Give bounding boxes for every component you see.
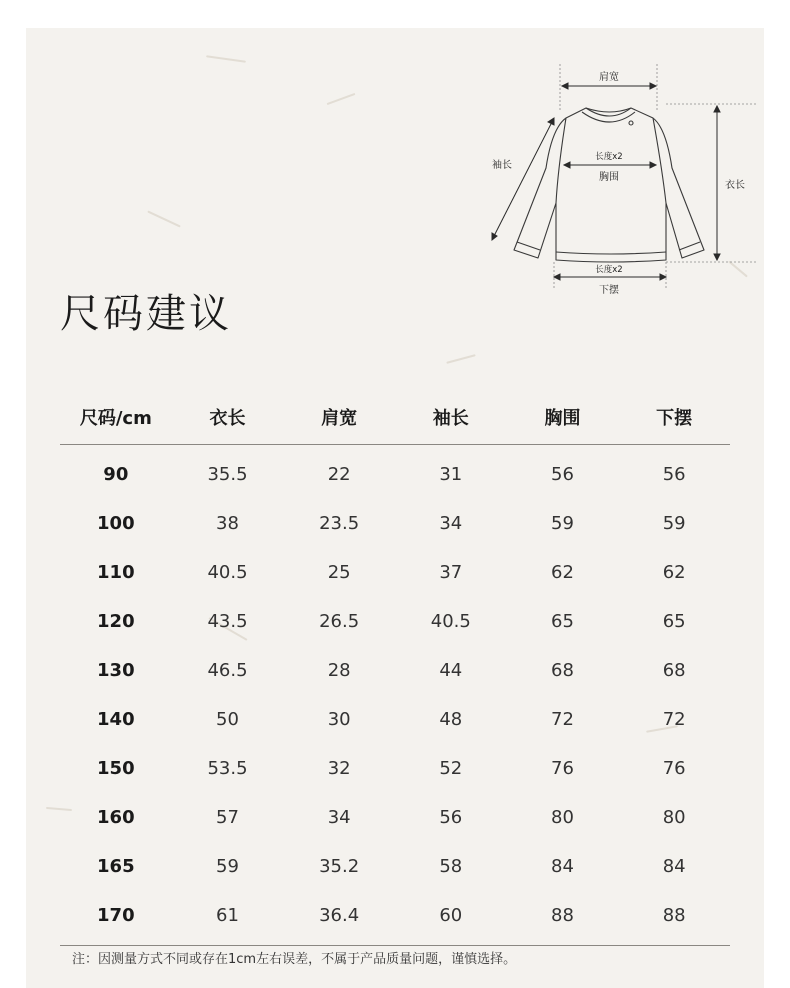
cell-shoulder: 36.4 [319,905,360,926]
cell-shoulder: 26.5 [319,611,360,632]
chest-label: 胸围 [599,172,619,183]
cell-sleeve: 56 [439,807,463,828]
cell-hem: 72 [662,709,686,730]
size-chart-sheet [26,28,764,988]
table-row [60,891,730,946]
cell-chest: 59 [551,513,574,534]
cell-sleeve: 37 [439,562,463,583]
cell-shoulder: 25 [327,562,351,583]
cell-length: 38 [216,513,239,534]
cell-sleeve: 58 [439,856,463,877]
hem-label: 下摆 [599,285,619,296]
shoulder-label: 肩宽 [599,72,619,83]
cell-sleeve: 34 [439,513,463,534]
cell-hem: 88 [662,905,686,926]
cell-sleeve: 31 [439,464,463,485]
cell-hem: 76 [662,758,686,779]
cell-length: 35.5 [207,464,248,485]
cell-sleeve: 48 [439,709,463,730]
cell-sleeve: 52 [439,758,463,779]
cell-length: 61 [216,905,239,926]
paper-fiber [446,354,475,364]
table-row [60,445,730,500]
cell-size: 170 [97,905,135,926]
table-row [60,646,730,695]
cell-chest: 72 [551,709,574,730]
cell-sleeve: 60 [439,905,463,926]
cell-sleeve: 40.5 [430,611,471,632]
table-header-row [60,390,730,445]
cell-size: 165 [97,856,135,877]
cell-size: 150 [97,758,135,779]
cell-chest: 76 [551,758,574,779]
cell-chest: 65 [551,611,574,632]
cell-shoulder: 35.2 [319,856,360,877]
header-shoulder: 肩宽 [283,390,395,445]
cell-length: 50 [216,709,239,730]
header-hem: 下摆 [618,390,730,445]
cell-hem: 56 [662,464,686,485]
table-row [60,842,730,891]
table-row [60,548,730,597]
header-sleeve: 袖长 [395,390,507,445]
cell-size: 130 [97,660,135,681]
cell-shoulder: 30 [327,709,351,730]
cell-hem: 80 [662,807,686,828]
cell-size: 110 [97,562,135,583]
cell-hem: 59 [662,513,686,534]
table-row [60,499,730,548]
cell-shoulder: 28 [327,660,351,681]
cell-sleeve: 44 [439,660,463,681]
cell-chest: 62 [551,562,574,583]
cell-size: 160 [97,807,135,828]
cell-size: 140 [97,709,135,730]
tshirt-outline-icon [514,108,704,262]
measurement-note: 注：因测量方式不同或存在1cm左右误差，不属于产品质量问题，谨慎选择。 [72,952,517,967]
hem-multiplier-label: 长度x2 [595,265,623,275]
cell-chest: 84 [551,856,574,877]
garment-measurement-diagram [26,28,764,308]
table-row [60,695,730,744]
cell-shoulder: 32 [327,758,351,779]
cell-hem: 68 [662,660,686,681]
cell-chest: 88 [551,905,574,926]
page-title: 尺码建议 [60,291,232,337]
header-size: 尺码/cm [60,390,172,445]
chest-multiplier-label: 长度x2 [595,152,623,162]
cell-length: 40.5 [207,562,248,583]
cell-shoulder: 23.5 [319,513,360,534]
cell-length: 59 [216,856,239,877]
cell-chest: 68 [551,660,574,681]
cell-shoulder: 34 [327,807,351,828]
sleeve-label: 袖长 [492,160,512,171]
cell-length: 46.5 [207,660,248,681]
cell-chest: 80 [551,807,574,828]
cell-chest: 56 [551,464,574,485]
cell-hem: 62 [662,562,686,583]
cell-size: 120 [97,611,135,632]
cell-size: 100 [97,513,135,534]
cell-length: 53.5 [207,758,248,779]
length-label: 衣长 [725,180,745,191]
cell-hem: 65 [662,611,686,632]
table-row [60,597,730,646]
cell-size: 90 [103,464,129,485]
table-row [60,793,730,842]
header-length: 衣长 [172,390,284,445]
header-chest: 胸围 [507,390,619,445]
size-table [60,390,730,946]
cell-shoulder: 22 [327,464,351,485]
cell-length: 57 [216,807,239,828]
cell-length: 43.5 [207,611,248,632]
cell-hem: 84 [662,856,686,877]
table-row [60,744,730,793]
